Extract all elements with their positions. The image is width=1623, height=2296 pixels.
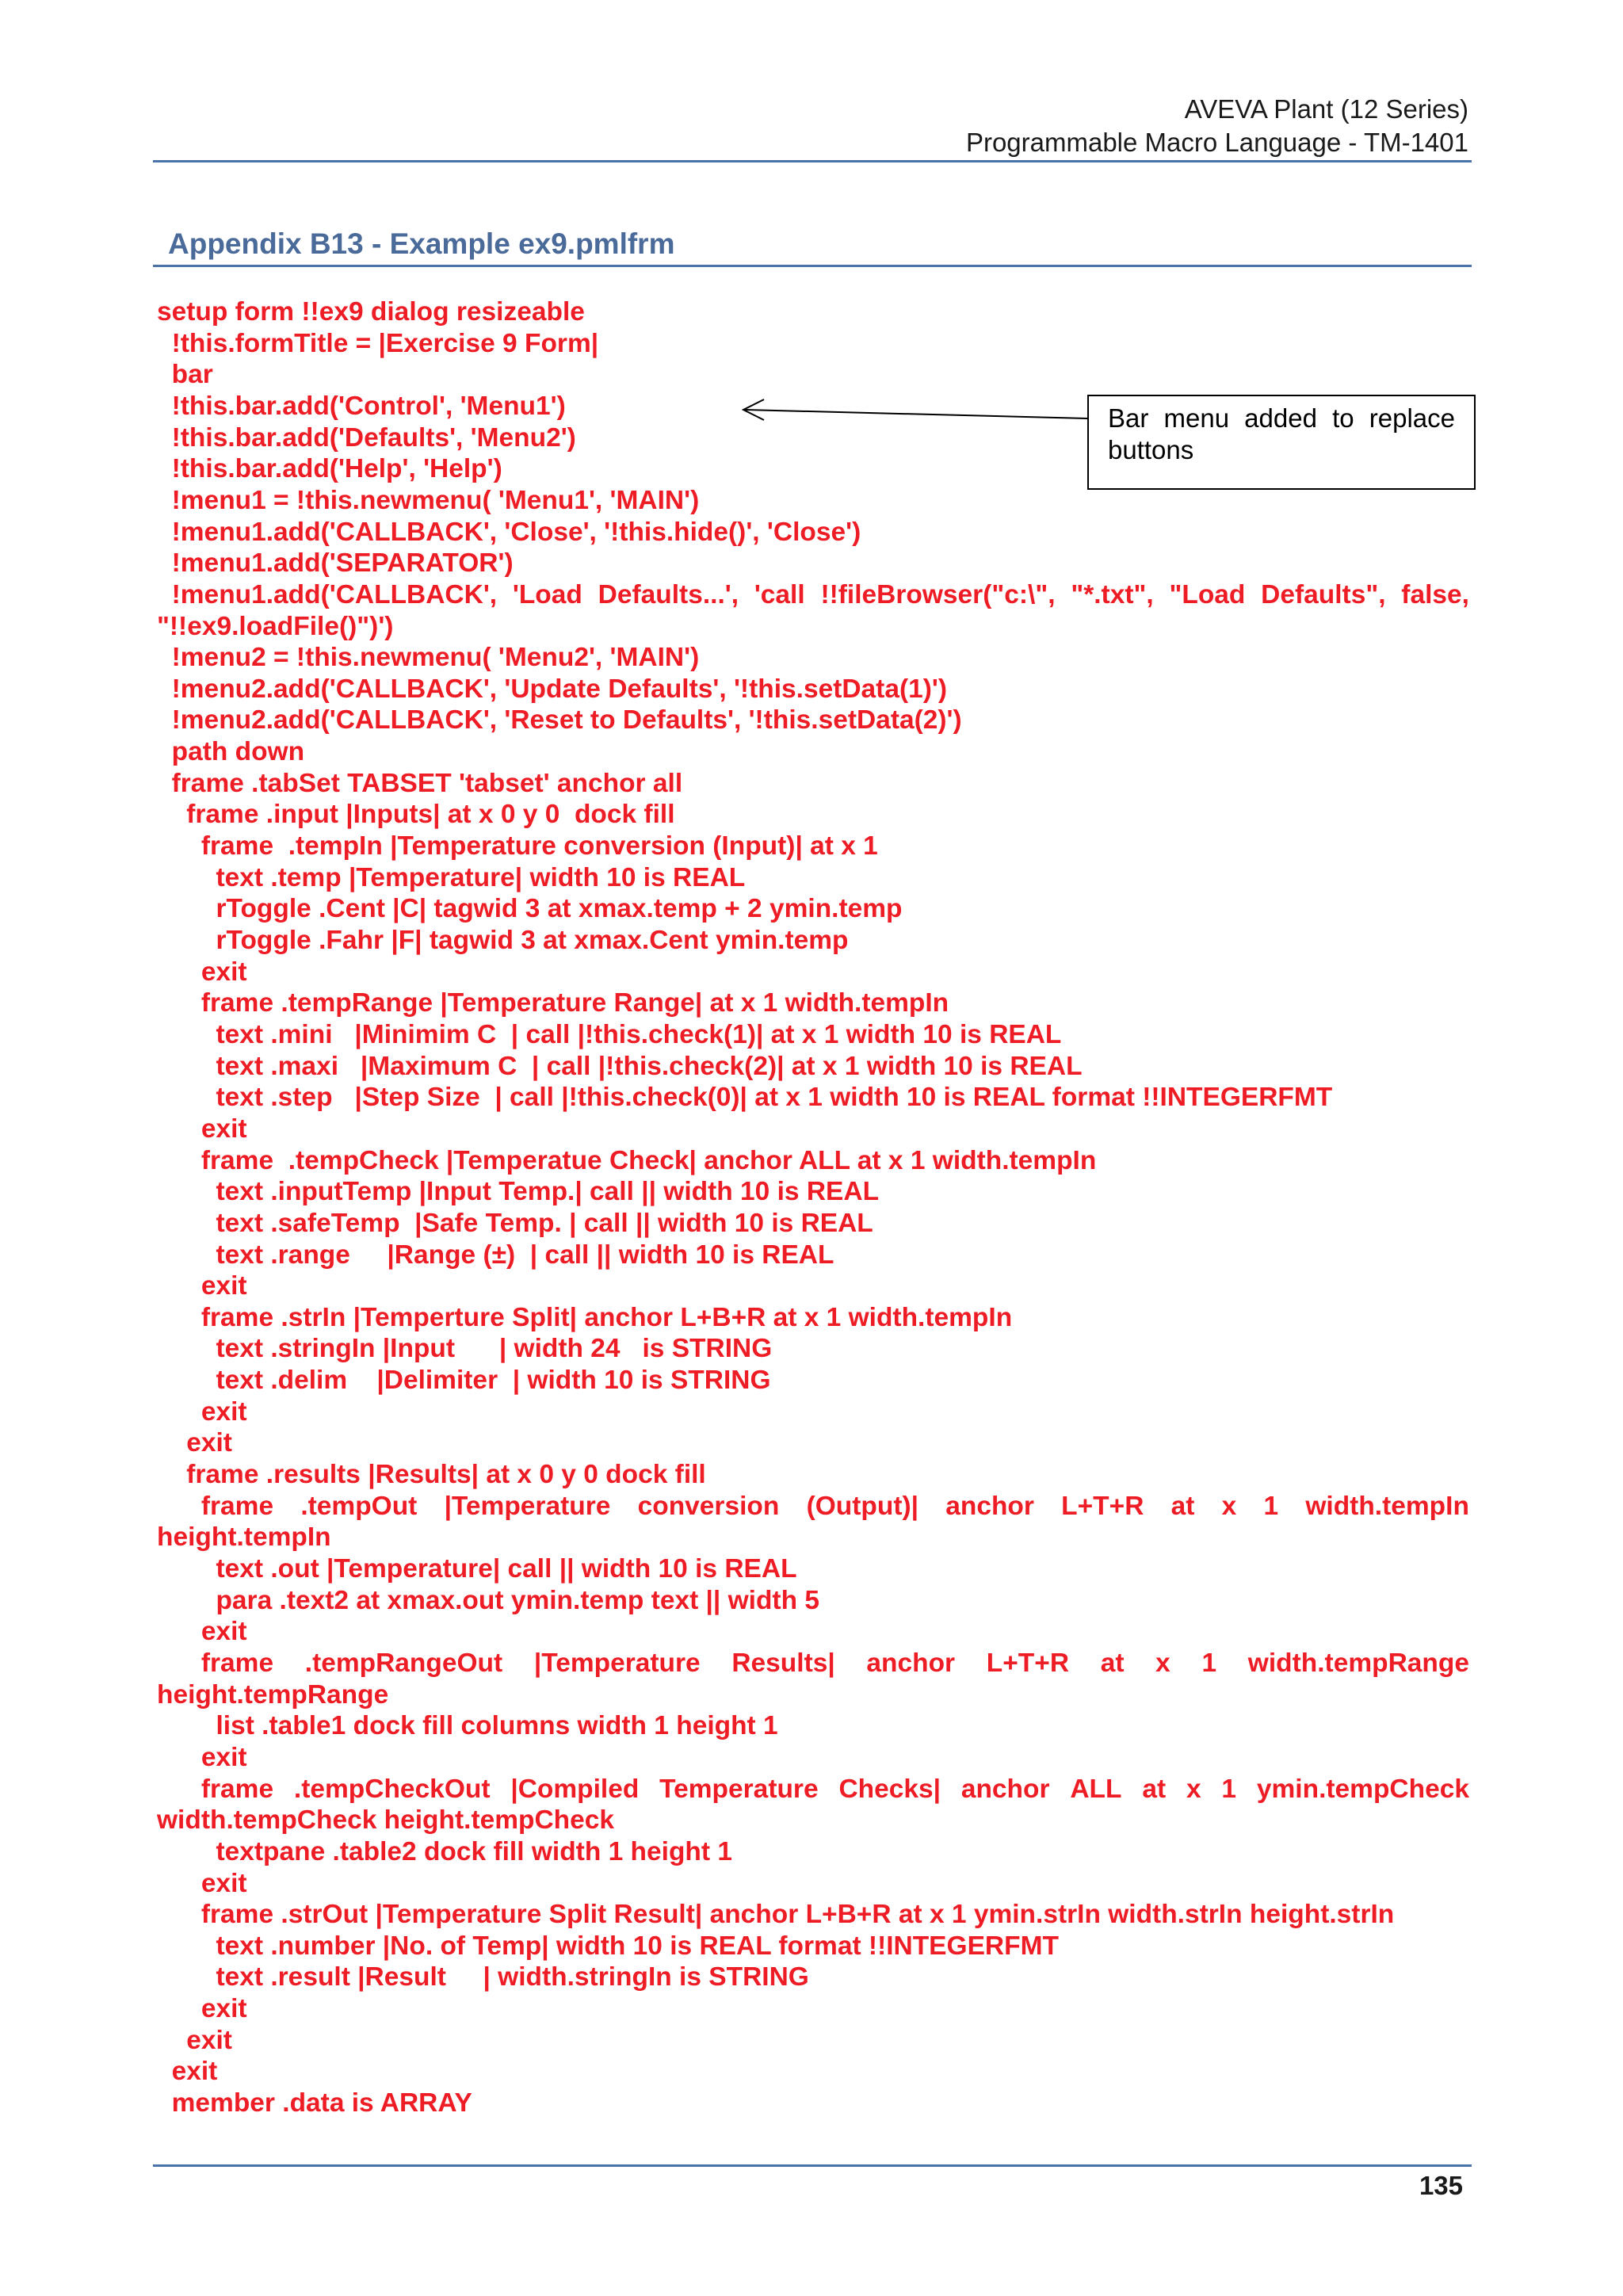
code-line: path down xyxy=(157,737,305,767)
code-token: 1 xyxy=(1201,1648,1217,1678)
code-line: frame .tempIn |Temperature conversion (Input)| at x 1 xyxy=(157,831,878,861)
callout-text: Bar menu added to replace buttons xyxy=(1108,403,1455,464)
code-line: text .mini |Minimim C | call |!this.check(1)| at x 1 width 10 is REAL xyxy=(157,1019,1062,1049)
code-line: !this.bar.add('Help', 'Help') xyxy=(157,454,502,484)
code-line: exit xyxy=(157,1271,247,1301)
code-line: exit xyxy=(157,1114,247,1144)
code-line: exit xyxy=(157,1868,247,1898)
code-token: L+T+R xyxy=(1061,1491,1144,1521)
code-line: exit xyxy=(157,1396,247,1427)
code-token: x xyxy=(1186,1774,1201,1804)
code-token: Checks| xyxy=(838,1774,941,1804)
code-token: |Compiled xyxy=(510,1774,640,1804)
code-token: width.tempIn xyxy=(1305,1491,1469,1521)
code-line: text .delim |Delimiter | width 10 is STRING xyxy=(157,1366,771,1396)
code-token: at xyxy=(1100,1648,1125,1678)
code-line: textpane .table2 dock fill width 1 height 1 xyxy=(157,1836,732,1866)
code-line: "!!ex9.loadFile()")') xyxy=(157,611,394,641)
code-token: |Temperature xyxy=(533,1648,701,1678)
code-line: text .stringIn |Input | width 24 is STRING xyxy=(157,1334,773,1364)
footer-divider xyxy=(153,2164,1472,2167)
header-course-title: Programmable Macro Language - TM-1401 xyxy=(965,128,1468,157)
code-line: exit xyxy=(157,2025,232,2055)
code-token: x xyxy=(1221,1491,1237,1521)
code-token: 1 xyxy=(1263,1491,1279,1521)
code-line: text .number |No. of Temp| width 10 is REAL format !!INTEGERFMT xyxy=(157,1931,1059,1961)
code-token: anchor xyxy=(960,1774,1050,1804)
code-line: !menu2 = !this.newmenu( 'Menu2', 'MAIN') xyxy=(157,643,700,673)
code-token: Defaults", xyxy=(1261,579,1386,609)
code-line: frame .tabSet TABSET 'tabset' anchor all xyxy=(157,768,683,798)
code-token: !!fileBrowser("c:\", xyxy=(820,579,1056,609)
code-line: text .inputTemp |Input Temp.| call || width 10 is REAL xyxy=(157,1177,880,1207)
code-line: !this.bar.add('Defaults', 'Menu2') xyxy=(157,422,576,453)
code-line: para .text2 at xmax.out ymin.temp text || width 5 xyxy=(157,1585,819,1615)
code-line: frame .strOut |Temperature Split Result| anchor L+B+R at x 1 ymin.strIn width.strIn height.strIn xyxy=(157,1900,1395,1930)
code-token: Defaults...', xyxy=(598,579,739,609)
code-token: frame xyxy=(157,1774,274,1804)
code-token: (Output)| xyxy=(806,1491,919,1521)
callout-box xyxy=(1087,395,1476,490)
code-line: !menu2.add('CALLBACK', 'Update Defaults', '!this.setData(1)') xyxy=(157,674,948,704)
code-line: exit xyxy=(157,1428,232,1458)
code-token: "*.txt", xyxy=(1071,579,1154,609)
code-token: .tempCheckOut xyxy=(293,1774,491,1804)
code-line: exit xyxy=(157,1742,247,1772)
code-line: text .out |Temperature| call || width 10 is REAL xyxy=(157,1554,797,1584)
code-token: !menu1.add('CALLBACK', xyxy=(157,579,498,609)
code-line: rToggle .Cent |C| tagwid 3 at xmax.temp + 2 ymin.temp xyxy=(157,894,903,924)
code-token: ymin.tempCheck xyxy=(1256,1774,1469,1804)
code-line: setup form !!ex9 dialog resizeable xyxy=(157,297,585,327)
code-line: !menu2.add('CALLBACK', 'Reset to Defaults', '!this.setData(2)') xyxy=(157,705,962,735)
code-token: ALL xyxy=(1070,1774,1122,1804)
code-token: conversion xyxy=(637,1491,780,1521)
code-line: member .data is ARRAY xyxy=(157,2088,472,2118)
code-line: !this.formTitle = |Exercise 9 Form| xyxy=(157,328,599,358)
code-line: frame .strIn |Temperture Split| anchor L+B+R at x 1 width.tempIn xyxy=(157,1302,1013,1332)
code-line: !menu1.add('SEPARATOR') xyxy=(157,548,514,579)
code-token: width.tempRange xyxy=(1247,1648,1469,1678)
code-token: 'call xyxy=(754,579,805,609)
code-line: exit xyxy=(157,957,247,987)
code-line: text .temp |Temperature| width 10 is REAL xyxy=(157,862,746,892)
code-token: |Temperature xyxy=(444,1491,611,1521)
code-token: Results| xyxy=(731,1648,835,1678)
code-line: exit xyxy=(157,1617,247,1647)
code-line: text .result |Result | width.stringIn is STRING xyxy=(157,1962,809,1992)
code-token: frame xyxy=(157,1648,274,1678)
code-line: frame .tempCheck |Temperatue Check| anchor ALL at x 1 width.tempIn xyxy=(157,1145,1097,1175)
code-token: Temperature xyxy=(659,1774,819,1804)
code-token: frame xyxy=(157,1491,274,1521)
code-token: at xyxy=(1170,1491,1195,1521)
code-line: !menu1 = !this.newmenu( 'Menu1', 'MAIN') xyxy=(157,485,700,515)
code-token: anchor xyxy=(945,1491,1034,1521)
page-number: 135 xyxy=(1419,2171,1463,2200)
code-token: false, xyxy=(1401,579,1469,609)
code-token: 1 xyxy=(1221,1774,1237,1804)
code-token: 'Load xyxy=(512,579,582,609)
code-line: exit xyxy=(157,1994,247,2024)
appendix-heading: Appendix B13 - Example ex9.pmlfrm xyxy=(168,227,675,260)
code-line: bar xyxy=(157,360,213,390)
code-token: anchor xyxy=(866,1648,956,1678)
code-line: frame .input |Inputs| at x 0 y 0 dock fill xyxy=(157,800,675,830)
code-token: at xyxy=(1142,1774,1167,1804)
code-line: height.tempRange xyxy=(157,1679,389,1710)
code-line: height.tempIn xyxy=(157,1522,331,1553)
code-line: text .range |Range (±) | call || width 10 is REAL xyxy=(157,1240,834,1270)
code-token: x xyxy=(1155,1648,1170,1678)
code-line: width.tempCheck height.tempCheck xyxy=(157,1805,615,1836)
code-line: exit xyxy=(157,2057,218,2087)
code-token: "Load xyxy=(1169,579,1246,609)
code-line: frame .tempRange |Temperature Range| at x 1 width.tempIn xyxy=(157,988,949,1018)
code-line: frame .results |Results| at x 0 y 0 dock fill xyxy=(157,1460,706,1490)
header-product-title: AVEVA Plant (12 Series) xyxy=(1184,94,1468,124)
code-token: .tempRangeOut xyxy=(304,1648,503,1678)
code-line: list .table1 dock fill columns width 1 height 1 xyxy=(157,1711,778,1741)
code-line: text .safeTemp |Safe Temp. | call || width 10 is REAL xyxy=(157,1208,873,1238)
code-line: rToggle .Fahr |F| tagwid 3 at xmax.Cent ymin.temp xyxy=(157,926,849,955)
code-line: !this.bar.add('Control', 'Menu1') xyxy=(157,391,566,421)
code-line: text .step |Step Size | call |!this.check(0)| at x 1 width 10 is REAL format !!INTEGERFMT xyxy=(157,1083,1333,1113)
code-line: text .maxi |Maximum C | call |!this.check(2)| at x 1 width 10 is REAL xyxy=(157,1051,1083,1081)
code-token: L+T+R xyxy=(986,1648,1070,1678)
code-token: .tempOut xyxy=(300,1491,418,1521)
code-line: !menu1.add('CALLBACK', 'Close', '!this.hide()', 'Close') xyxy=(157,517,861,547)
